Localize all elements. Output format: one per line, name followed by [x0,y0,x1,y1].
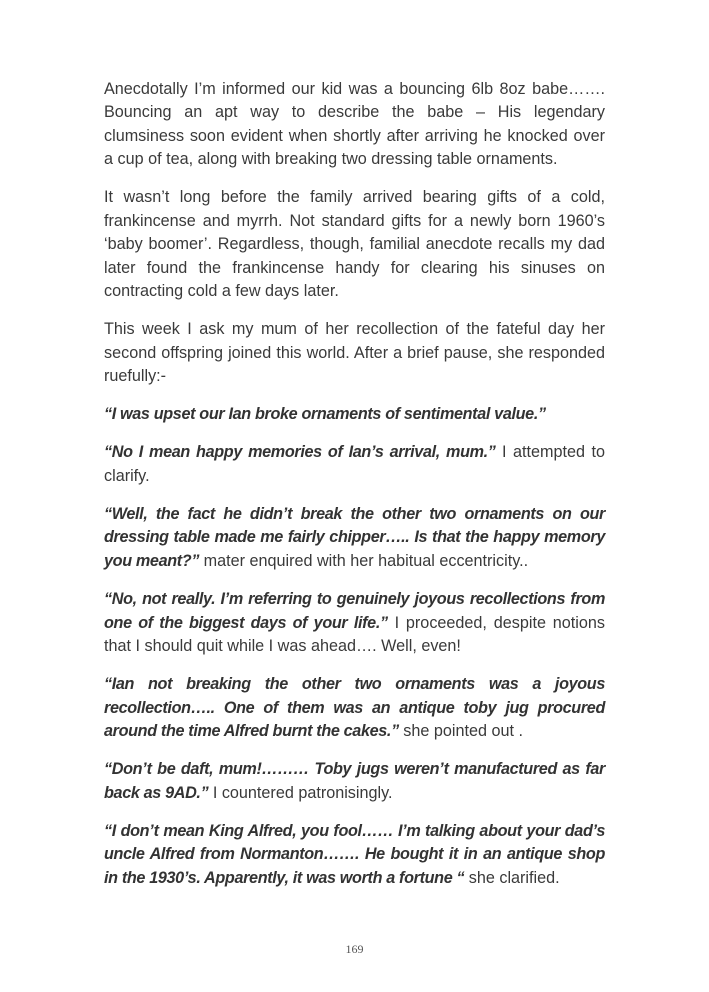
dialogue-paragraph [104,403,605,426]
narration-text: I countered patronisingly. [208,783,393,802]
narration-text: mater enquired with her habitual eccentricity.. [199,551,529,570]
narration-text: she clarified. [464,868,560,887]
dialogue-paragraph [104,820,605,890]
dialogue-quote: “I was upset our Ian broke ornaments of sentimental value.” [104,405,546,424]
page-number: 169 [345,942,364,956]
dialogue-paragraph [104,588,605,658]
dialogue-paragraph [104,758,605,805]
dialogue-quote: “I don’t mean King Alfred, you fool…… I’m talking about your dad’s uncle Alfred from Normanton……. He bought it in an antique shop in the 1930’s. Apparently, it was worth a fortune “ [104,821,605,887]
paragraph-text: Anecdotally I’m informed our kid was a bouncing 6lb 8oz babe……. Bouncing an apt way to describe the babe – His legendary clumsiness soon evident when shortly after arriving he knocked over a cup of tea, along with breaking two dressing table ornaments. [104,80,605,169]
dialogue-paragraph [104,441,605,488]
paragraph [104,186,605,303]
narration-text: she pointed out . [398,721,524,740]
dialogue-quote: “Well, the fact he didn’t break the other two ornaments on our dressing table made me fairly chipper….. Is that the happy memory you meant?” [104,505,605,570]
document-body [104,78,605,890]
paragraph-text: It wasn’t long before the family arrived bearing gifts of a cold, frankincense and myrrh. Not standard gifts for a newly born 1960’s ‘baby boomer’. Regardless, though, familial anecdote recalls my dad later found the frankincense handy for clearing his sinuses on contracting cold a few days later. [104,188,605,301]
narration-text: I proceeded, despite notions that I should quit while I was ahead…. Well, even! [104,613,605,655]
dialogue-quote: “Ian not breaking the other two ornaments was a joyous recollection….. One of them was an antique toby jug procured around the time Alfred burnt the cakes.” [104,675,605,740]
dialogue-quote: “No, not really. I’m referring to genuinely joyous recollections from one of the biggest days of your life.” [104,590,605,632]
dialogue-paragraph [104,673,605,743]
paragraph [104,78,605,172]
paragraph-text: This week I ask my mum of her recollection of the fateful day her second offspring joined this world. After a brief pause, she responded ruefully:- [104,320,605,386]
narration-text: I attempted to clarify. [104,443,605,485]
dialogue-quote: “No I mean happy memories of Ian’s arrival, mum.” [104,443,496,462]
dialogue-quote: “Don’t be daft, mum!……… Toby jugs weren’t manufactured as far back as 9AD.” [104,760,605,802]
dialogue-paragraph [104,503,605,573]
paragraph [104,318,605,388]
